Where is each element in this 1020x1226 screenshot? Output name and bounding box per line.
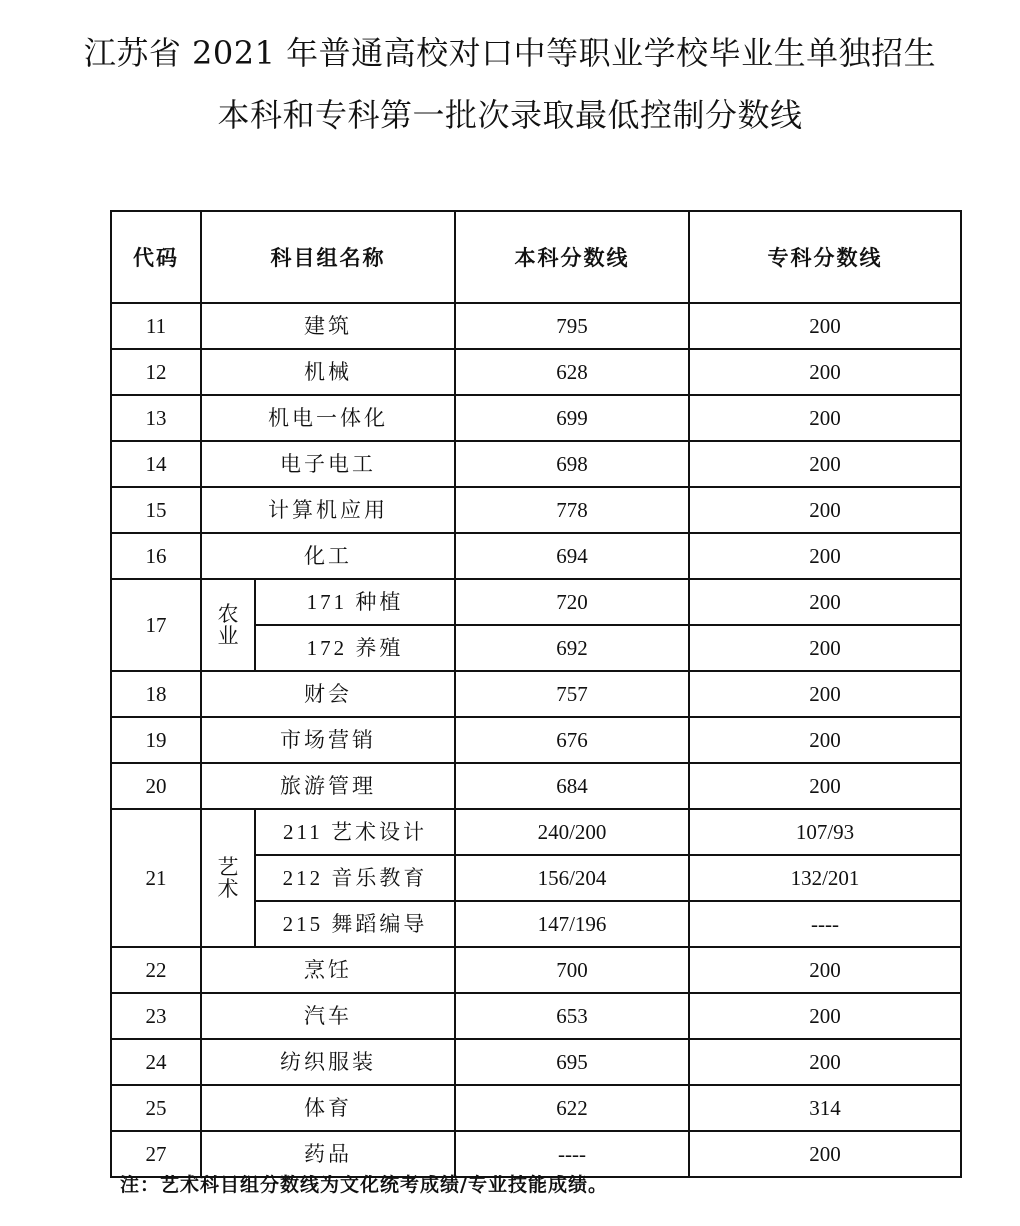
code-cell: 13 bbox=[111, 395, 201, 441]
table-row bbox=[111, 763, 961, 809]
subject-name-cell: 汽车 bbox=[201, 993, 455, 1039]
subject-name-cell: 211 艺术设计 bbox=[255, 809, 455, 855]
table-row bbox=[111, 579, 961, 625]
table-row bbox=[111, 717, 961, 763]
subject-name-cell: 体育 bbox=[201, 1085, 455, 1131]
code-cell: 11 bbox=[111, 303, 201, 349]
table-row bbox=[111, 947, 961, 993]
group-label-cell bbox=[201, 579, 255, 671]
subject-name-cell: 纺织服装 bbox=[201, 1039, 455, 1085]
table-row bbox=[111, 303, 961, 349]
table-row bbox=[111, 1085, 961, 1131]
table-row bbox=[111, 671, 961, 717]
group-label-cell bbox=[201, 809, 255, 947]
subject-name-cell: 市场营销 bbox=[201, 717, 455, 763]
subject-name-cell: 旅游管理 bbox=[201, 763, 455, 809]
page-title-line-2: 本科和专科第一批次录取最低控制分数线 bbox=[217, 96, 803, 134]
undergrad-score-cell: 694 bbox=[455, 533, 689, 579]
table-body bbox=[111, 303, 961, 1177]
subject-name-cell: 化工 bbox=[201, 533, 455, 579]
junior-score-cell: 314 bbox=[689, 1085, 961, 1131]
code-cell: 27 bbox=[111, 1131, 201, 1177]
undergrad-score-cell: 699 bbox=[455, 395, 689, 441]
code-cell: 16 bbox=[111, 533, 201, 579]
subject-name-cell: 药品 bbox=[201, 1131, 455, 1177]
code-cell: 23 bbox=[111, 993, 201, 1039]
undergrad-score-cell: 628 bbox=[455, 349, 689, 395]
table-row bbox=[111, 395, 961, 441]
subject-name-cell: 172 养殖 bbox=[255, 625, 455, 671]
table-row bbox=[111, 487, 961, 533]
header-name: 科目组名称 bbox=[201, 211, 455, 303]
junior-score-cell: 200 bbox=[689, 1039, 961, 1085]
footnote: 注：艺术科目组分数线为文化统考成绩/专业技能成绩。 bbox=[120, 1174, 608, 1196]
subject-name-cell: 机电一体化 bbox=[201, 395, 455, 441]
subject-name-cell: 建筑 bbox=[201, 303, 455, 349]
undergrad-score-cell: 147/196 bbox=[455, 901, 689, 947]
undergrad-score-cell: 695 bbox=[455, 1039, 689, 1085]
code-cell: 25 bbox=[111, 1085, 201, 1131]
table-row bbox=[111, 809, 961, 855]
undergrad-score-cell: 698 bbox=[455, 441, 689, 487]
junior-score-cell: 200 bbox=[689, 625, 961, 671]
undergrad-score-cell: 653 bbox=[455, 993, 689, 1039]
header-undergrad: 本科分数线 bbox=[455, 211, 689, 303]
undergrad-score-cell: 684 bbox=[455, 763, 689, 809]
subject-name-cell: 171 种植 bbox=[255, 579, 455, 625]
table-row bbox=[111, 349, 961, 395]
junior-score-cell: 200 bbox=[689, 303, 961, 349]
subject-name-cell: 烹饪 bbox=[201, 947, 455, 993]
code-cell: 21 bbox=[111, 809, 201, 947]
table-row bbox=[111, 993, 961, 1039]
code-cell: 15 bbox=[111, 487, 201, 533]
header-code: 代码 bbox=[111, 211, 201, 303]
subject-name-cell: 电子电工 bbox=[201, 441, 455, 487]
undergrad-score-cell: 720 bbox=[455, 579, 689, 625]
undergrad-score-cell: 692 bbox=[455, 625, 689, 671]
subject-name-cell: 机械 bbox=[201, 349, 455, 395]
subject-name-cell: 212 音乐教育 bbox=[255, 855, 455, 901]
subject-name-cell: 计算机应用 bbox=[201, 487, 455, 533]
code-cell: 14 bbox=[111, 441, 201, 487]
junior-score-cell: 200 bbox=[689, 993, 961, 1039]
group-label-char: 农 bbox=[217, 602, 239, 626]
code-cell: 24 bbox=[111, 1039, 201, 1085]
code-cell: 19 bbox=[111, 717, 201, 763]
junior-score-cell: 200 bbox=[689, 717, 961, 763]
table-row bbox=[111, 533, 961, 579]
subject-name-cell: 财会 bbox=[201, 671, 455, 717]
table-header-row bbox=[111, 211, 961, 303]
junior-score-cell: 200 bbox=[689, 671, 961, 717]
subject-name-cell: 215 舞蹈编导 bbox=[255, 901, 455, 947]
table-row bbox=[111, 441, 961, 487]
junior-score-cell: 200 bbox=[689, 441, 961, 487]
undergrad-score-cell: ---- bbox=[455, 1131, 689, 1177]
table-row bbox=[111, 1039, 961, 1085]
undergrad-score-cell: 240/200 bbox=[455, 809, 689, 855]
junior-score-cell: 107/93 bbox=[689, 809, 961, 855]
junior-score-cell: 200 bbox=[689, 533, 961, 579]
junior-score-cell: 200 bbox=[689, 763, 961, 809]
junior-score-cell: 200 bbox=[689, 947, 961, 993]
code-cell: 20 bbox=[111, 763, 201, 809]
group-label-char: 艺 bbox=[217, 855, 239, 879]
undergrad-score-cell: 676 bbox=[455, 717, 689, 763]
undergrad-score-cell: 778 bbox=[455, 487, 689, 533]
junior-score-cell: ---- bbox=[689, 901, 961, 947]
junior-score-cell: 132/201 bbox=[689, 855, 961, 901]
code-cell: 17 bbox=[111, 579, 201, 671]
page-title-line-1: 江苏省 2021 年普通高校对口中等职业学校毕业生单独招生 bbox=[83, 34, 937, 72]
undergrad-score-cell: 156/204 bbox=[455, 855, 689, 901]
junior-score-cell: 200 bbox=[689, 579, 961, 625]
header-junior: 专科分数线 bbox=[689, 211, 961, 303]
undergrad-score-cell: 700 bbox=[455, 947, 689, 993]
undergrad-score-cell: 622 bbox=[455, 1085, 689, 1131]
undergrad-score-cell: 795 bbox=[455, 303, 689, 349]
group-label-char: 业 bbox=[217, 624, 239, 648]
junior-score-cell: 200 bbox=[689, 349, 961, 395]
score-table bbox=[110, 210, 962, 1178]
code-cell: 22 bbox=[111, 947, 201, 993]
junior-score-cell: 200 bbox=[689, 487, 961, 533]
code-cell: 18 bbox=[111, 671, 201, 717]
junior-score-cell: 200 bbox=[689, 395, 961, 441]
junior-score-cell: 200 bbox=[689, 1131, 961, 1177]
code-cell: 12 bbox=[111, 349, 201, 395]
undergrad-score-cell: 757 bbox=[455, 671, 689, 717]
group-label-char: 术 bbox=[217, 877, 239, 901]
